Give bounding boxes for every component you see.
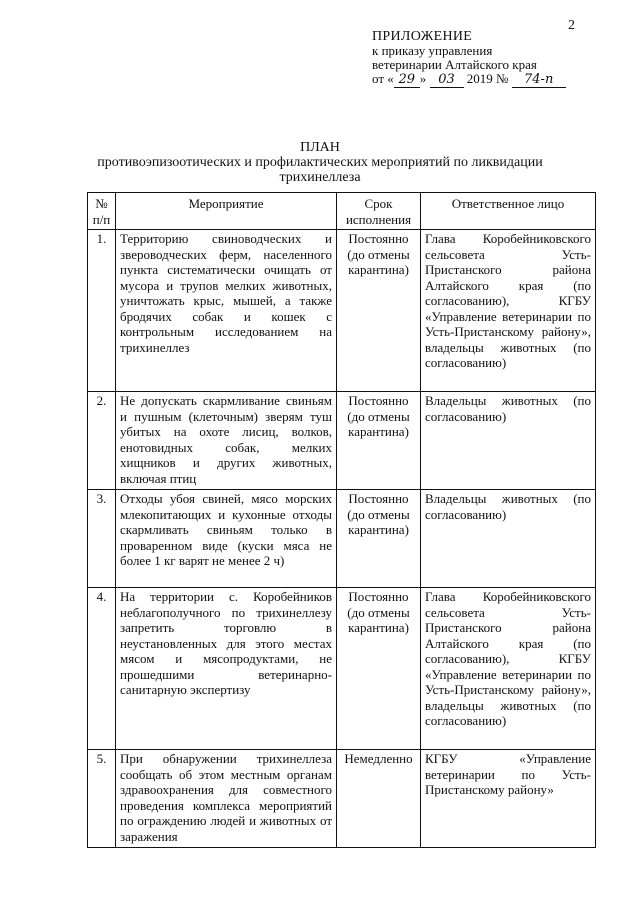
appendix-order-line: к приказу управления bbox=[372, 43, 493, 58]
table-row bbox=[88, 490, 596, 588]
row-responsible: Глава Коробейниковского сельсовета Усть-Пристанского района Алтайского края (по согласованию), КГБУ «Управление ветеринарии по Усть-Пристанскому району», владельцы животных (по согласованию) bbox=[421, 230, 596, 392]
header-num: № п/п bbox=[88, 193, 116, 230]
row-responsible: КГБУ «Управление ветеринарии по Усть-Пристанскому району» bbox=[421, 750, 596, 848]
header-term: Срок исполнения bbox=[337, 193, 421, 230]
date-prefix: от « bbox=[372, 71, 394, 86]
title-disease: трихинеллеза bbox=[279, 170, 361, 185]
row-num: 2. bbox=[88, 392, 116, 490]
appendix-block bbox=[372, 30, 566, 88]
appendix-department-line: ветеринарии Алтайского края bbox=[372, 57, 537, 72]
row-term: Постоянно (до отмены карантина) bbox=[337, 230, 421, 392]
table-row bbox=[88, 392, 596, 490]
table-row bbox=[88, 750, 596, 848]
row-term: Постоянно (до отмены карантина) bbox=[337, 392, 421, 490]
order-number: 74-п bbox=[512, 73, 566, 88]
row-term: Немедленно bbox=[337, 750, 421, 848]
appendix-title: ПРИЛОЖЕНИЕ bbox=[372, 29, 473, 44]
document-title bbox=[0, 140, 640, 185]
page-number: 2 bbox=[568, 18, 575, 33]
row-activity: Отходы убоя свиней, мясо морских млекопитающих и кухонные отходы скармливать свиньям только в проваренном виде (куски мяса не более 1 кг варят не менее 2 ч) bbox=[116, 490, 337, 588]
row-num: 5. bbox=[88, 750, 116, 848]
title-subject: противоэпизоотических и профилактических мероприятий по ликвидации bbox=[97, 155, 543, 170]
title-plan: ПЛАН bbox=[300, 140, 340, 155]
date-year: 2019 № bbox=[466, 71, 509, 86]
row-num: 1. bbox=[88, 230, 116, 392]
row-activity: Территорию свиноводческих и звероводческих ферм, населенного пункта систематически очищать от мусора и трупов мелких животных, уничтожать крыс, мышей, а также бродячих собак и кошек с контрольным исследованием на трихинеллез bbox=[116, 230, 337, 392]
row-responsible: Владельцы животных (по согласованию) bbox=[421, 490, 596, 588]
header-responsible: Ответственное лицо bbox=[421, 193, 596, 230]
date-quote: » bbox=[419, 71, 427, 86]
row-num: 3. bbox=[88, 490, 116, 588]
row-activity: Не допускать скармливание свиньям и пушным (клеточным) зверям туш убитых на охоте лисиц, волков, енотовидных собак, мелких хищников и других животных, включая птиц bbox=[116, 392, 337, 490]
row-term: Постоянно (до отмены карантина) bbox=[337, 588, 421, 750]
header-activity: Мероприятие bbox=[116, 193, 337, 230]
row-responsible: Владельцы животных (по согласованию) bbox=[421, 392, 596, 490]
table-row bbox=[88, 588, 596, 750]
row-activity: При обнаружении трихинеллеза сообщать об этом местным органам здравоохранения для совместного проведения комплекса мероприятий по ограждению людей и животных от заражения bbox=[116, 750, 337, 848]
row-num: 4. bbox=[88, 588, 116, 750]
appendix-date-line bbox=[372, 72, 566, 88]
table-row bbox=[88, 230, 596, 392]
date-month: 03 bbox=[430, 73, 464, 88]
date-day: 29 bbox=[394, 73, 420, 88]
row-term: Постоянно (до отмены карантина) bbox=[337, 490, 421, 588]
measures-table bbox=[87, 192, 596, 848]
row-responsible: Глава Коробейниковского сельсовета Усть-Пристанского района Алтайского края (по согласованию), КГБУ «Управление ветеринарии по Усть-Пристанскому району», владельцы животных (по согласованию) bbox=[421, 588, 596, 750]
row-activity: На территории с. Коробейников неблагополучного по трихинеллезу запретить торговлю в неустановленных для этого местах мясом и мясопродуктами, не прошедшими ветеринарно-санитарную экспертизу bbox=[116, 588, 337, 750]
table-header-row bbox=[88, 193, 596, 230]
